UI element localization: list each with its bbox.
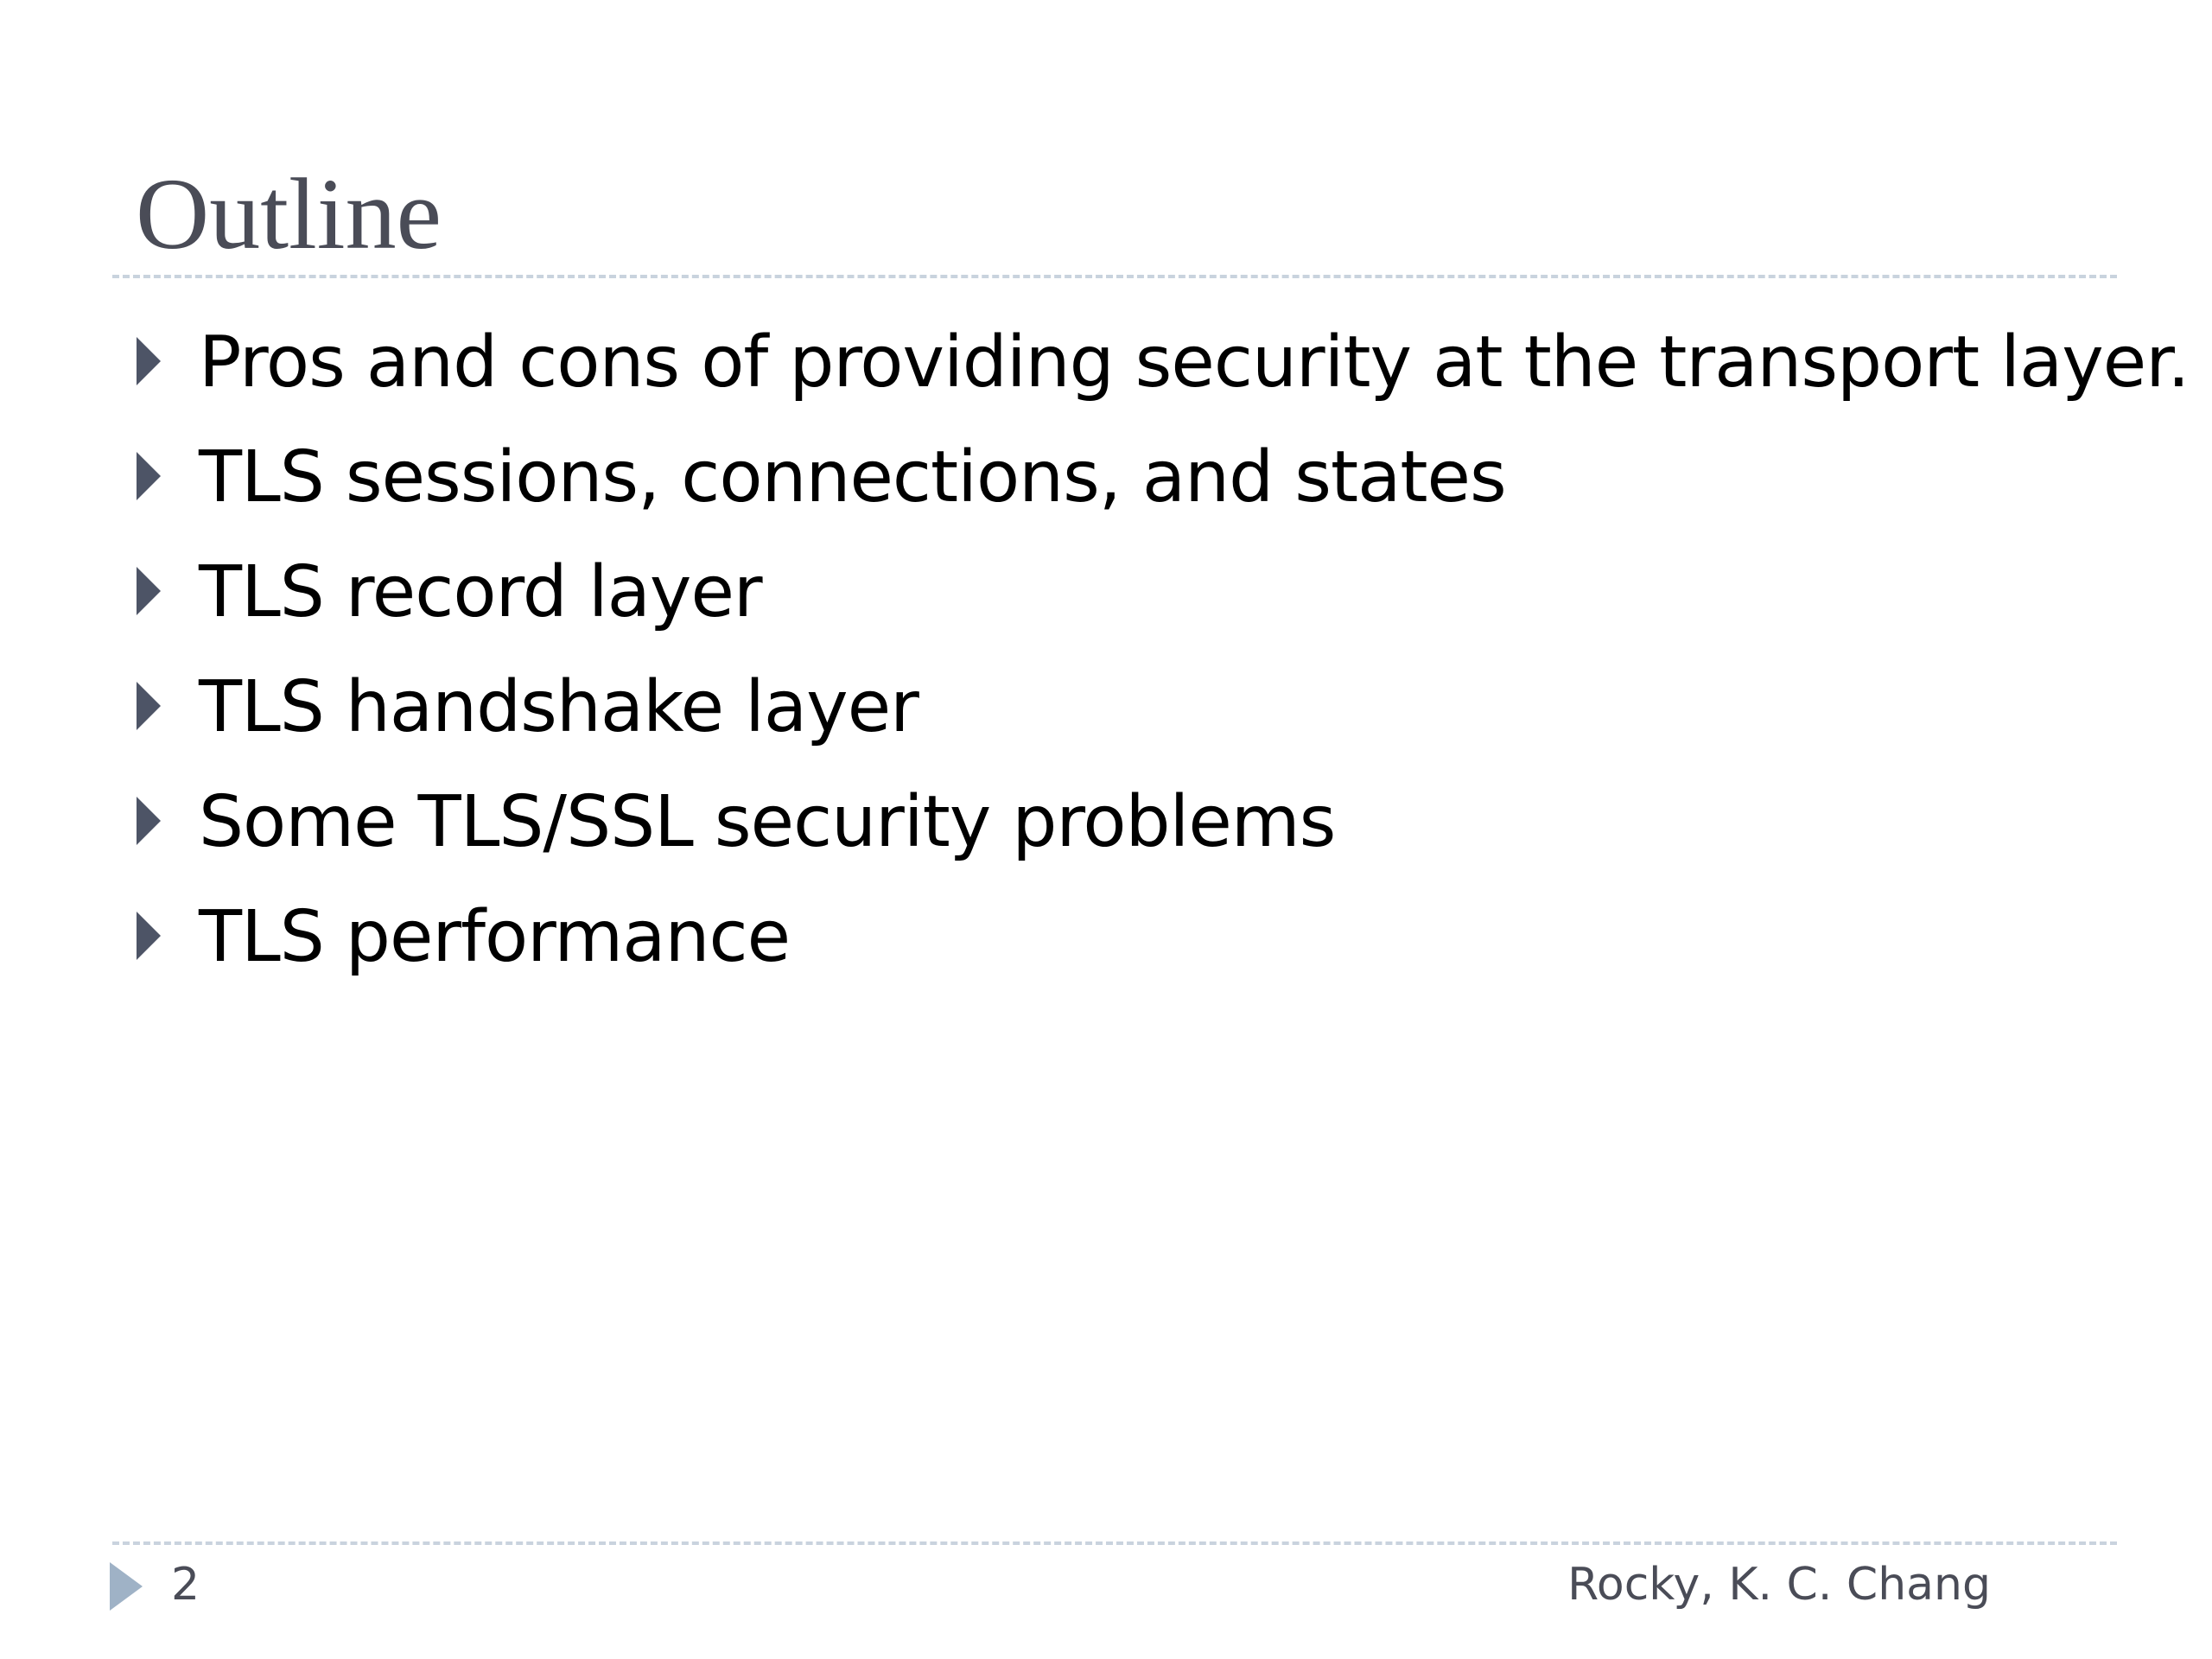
bullet-text: TLS record layer [199, 551, 762, 633]
triangle-right-icon [137, 912, 161, 960]
title-divider [112, 275, 2117, 278]
bullet-item [0, 656, 2212, 760]
triangle-right-icon [137, 452, 161, 500]
triangle-right-icon [137, 337, 161, 385]
bullet-text: Some TLS/SSL security problems [199, 781, 1336, 863]
bullet-text: TLS sessions, connections, and states [199, 436, 1506, 518]
footer-divider [112, 1541, 2117, 1545]
bullet-item [0, 771, 2212, 874]
bullet-text: TLS performance [199, 896, 791, 978]
bullet-text: TLS handshake layer [199, 666, 918, 748]
triangle-right-icon [137, 567, 161, 615]
bullet-item [0, 311, 2212, 415]
footer-author: Rocky, K. C. Chang [1567, 1559, 1991, 1611]
bullet-text: Pros and cons of providing security at the transport layer. [199, 321, 2190, 404]
page-number: 2 [171, 1559, 200, 1611]
bullet-item [0, 541, 2212, 645]
triangle-right-icon [137, 797, 161, 845]
bullet-item [0, 426, 2212, 530]
triangle-right-icon [137, 682, 161, 730]
bullet-item [0, 886, 2212, 989]
slide-title: Outline [136, 157, 442, 270]
footer-triangle-icon [110, 1562, 143, 1611]
